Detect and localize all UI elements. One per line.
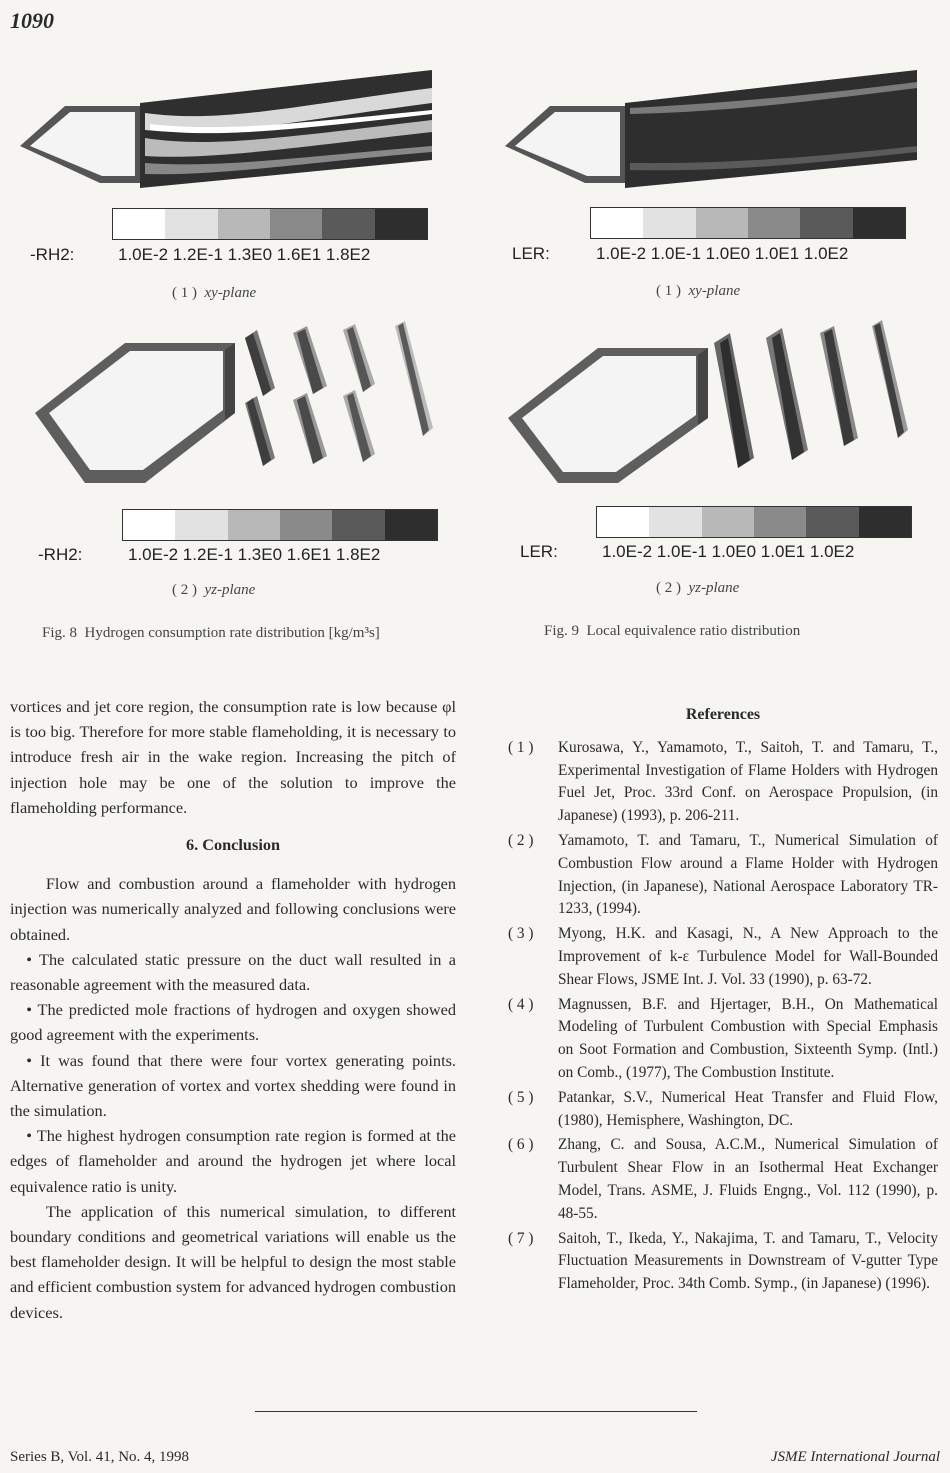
- section-heading-conclusion: 6. Conclusion: [185, 835, 281, 855]
- fig8-xy-scale-ticks: 1.0E-2 1.2E-1 1.3E0 1.6E1 1.8E2: [118, 245, 371, 264]
- fig8-yz-scale-ticks: 1.0E-2 1.2E-1 1.3E0 1.6E1 1.8E2: [128, 545, 381, 564]
- fig9-xy-color-scale: [590, 207, 906, 239]
- fig9-yz-color-scale: [596, 506, 912, 538]
- fig9-xy-plane-image: [505, 68, 925, 188]
- fig8-yz-color-scale: [122, 509, 438, 541]
- fig9-xy-scale-ticks: 1.0E-2 1.0E-1 1.0E0 1.0E1 1.0E2: [596, 244, 849, 263]
- fig8-sub1-caption: ( 1 ) xy-plane: [172, 285, 257, 301]
- fig9-caption: Fig. 9 Local equivalence ratio distribution: [544, 623, 801, 639]
- reference-item: ( 3 ) Myong, H.K. and Kasagi, N., A New Approach to the Improvement of k-ε Turbulence Model for Wall-Bounded Shear Flows, JSME Int. J. Vol. 33 (1990), p. 63-72.: [508, 925, 938, 988]
- conclusion-bullet-consumption: • The highest hydrogen consumption rate region is formed at the edges of flameholder and around the hydrogen jet where local equivalence ratio is unity.: [10, 1126, 456, 1196]
- footer-divider: [255, 1411, 697, 1412]
- footer-journal-name: JSME International Journal: [770, 1449, 940, 1465]
- paragraph-application: The application of this numerical simulation, to different boundary conditions and geometrical variations will enable us the best flameholder design. It will be helpful to design the most stable and efficient combustion system for advanced hydrogen combustion devices.: [10, 1201, 456, 1322]
- fig9-sub2-caption: ( 2 ) yz-plane: [656, 580, 740, 596]
- footer-journal-issue: Series B, Vol. 41, No. 4, 1998: [10, 1449, 190, 1465]
- references-title: References: [685, 706, 761, 723]
- reference-item: ( 7 ) Saitoh, T., Ikeda, Y., Nakajima, T. and Tamaru, T., Velocity Fluctuation Measurements in Downstream of V-gutter Type Flameholder, Proc. 34th Comb. Symp., (in Japanese) (1996).: [508, 1229, 938, 1293]
- fig9-xy-scale-label: LER:: [512, 244, 550, 263]
- paragraph-conclusion-intro: Flow and combustion around a flameholder with hydrogen injection was numerically analyzed and following conclusions were obtained.: [10, 874, 456, 944]
- page-number: 1090: [10, 8, 54, 33]
- paragraph-wake-region: vortices and jet core region, the consumption rate is low because φl is too big. Therefore for more stable flameholding, it is necessary to introduce fresh air in the wake region. Increasing the pitch of injection hole may be one of the solution to improve the flameholding performance.: [10, 697, 456, 817]
- reference-item: ( 4 ) Magnussen, B.F. and Hjertager, B.H., On Mathematical Modeling of Turbulent Combustion with Special Emphasis on Soot Formation and Combustion, Sixteenth Symp. (Intl.) on Comb., (1977), The Combustion Institute.: [508, 995, 938, 1081]
- body-text-column: [10, 694, 456, 1325]
- references-section: [508, 704, 938, 1298]
- fig9-yz-scale-ticks: 1.0E-2 1.0E-1 1.0E0 1.0E1 1.0E2: [602, 542, 855, 561]
- fig8-xy-scale-label: -RH2:: [30, 245, 75, 264]
- fig9-yz-scale-label: LER:: [520, 542, 558, 561]
- reference-item: ( 2 ) Yamamoto, T. and Tamaru, T., Numerical Simulation of Combustion Flow around a Flame Holder with Hydrogen Injection, (in Japanese), National Aerospace Laboratory TR-1233, (1994).: [508, 831, 938, 918]
- conclusion-bullet-pressure: • The calculated static pressure on the duct wall resulted in a reasonable agreement with the measured data.: [10, 949, 456, 995]
- fig9-yz-plane-image: [508, 318, 918, 483]
- reference-item: ( 1 ) Kurosawa, Y., Yamamoto, T., Saitoh, T. and Tamaru, T., Experimental Investigation of Flame Holders with Hydrogen Fuel Jet, Proc. 33rd Conf. on Aerospace Propulsion, (in Japanese) (1993), p. 206-211.: [508, 738, 938, 825]
- fig8-caption: Fig. 8 Hydrogen consumption rate distribution [kg/m³s]: [42, 625, 380, 641]
- fig8-yz-scale-label: -RH2:: [38, 545, 83, 564]
- fig8-sub2-caption: ( 2 ) yz-plane: [172, 582, 256, 598]
- reference-item: ( 5 ) Patankar, S.V., Numerical Heat Transfer and Fluid Flow, (1980), Hemisphere, Washington, DC.: [508, 1088, 938, 1129]
- reference-item: ( 6 ) Zhang, C. and Sousa, A.C.M., Numerical Simulation of Turbulent Shear Flow in an Isothermal Heat Exchanger Model, Trans. ASME, J. Fluids Engng., Vol. 112 (1990), p. 48-55.: [508, 1136, 938, 1222]
- fig9-sub1-caption: ( 1 ) xy-plane: [656, 283, 741, 299]
- conclusion-bullet-vortex: • It was found that there were four vortex generating points. Alternative generation of vortex and vortex shedding were found in the simulation.: [10, 1050, 456, 1121]
- fig8-yz-plane-image: [35, 318, 445, 483]
- fig8-xy-plane-image: [20, 68, 440, 188]
- fig8-xy-color-scale: [112, 208, 428, 240]
- conclusion-bullet-mole-fractions: • The predicted mole fractions of hydrogen and oxygen showed good agreement with the experiments.: [10, 1000, 456, 1045]
